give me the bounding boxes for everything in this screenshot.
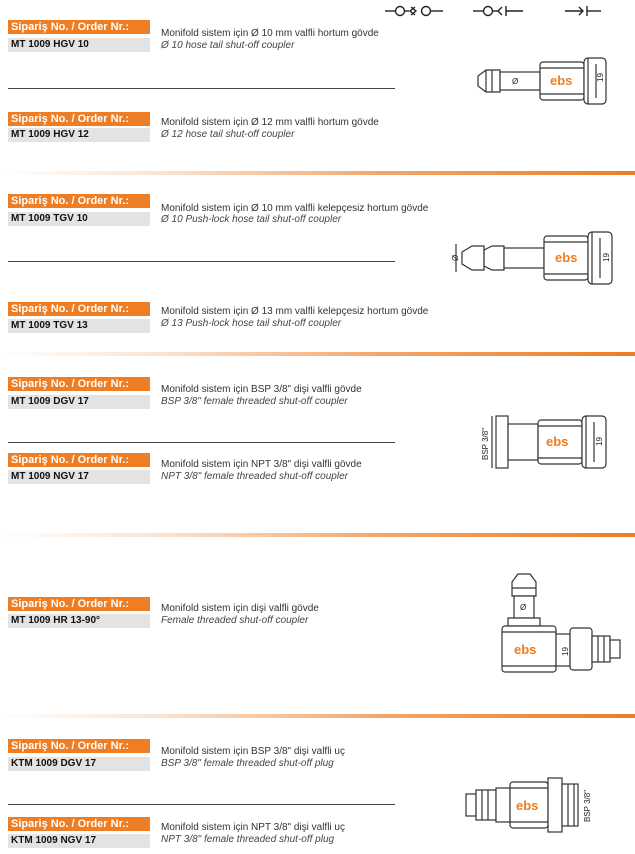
section-separator <box>0 714 635 718</box>
brand-logo: ebs <box>550 73 573 88</box>
description-tr: Monifold sistem için NPT 3/8" dişi valfli gövde <box>161 459 362 470</box>
threaded-plug-drawing <box>462 774 612 836</box>
dimension-diameter: Ø <box>520 603 527 612</box>
dimension-19: 19 <box>596 73 605 82</box>
section-separator <box>0 171 635 175</box>
order-label: Sipariş No. / Order Nr.: <box>8 739 150 753</box>
dimension-bsp: BSP 3/8" <box>583 789 592 822</box>
description-tr: Monifold sistem için BSP 3/8" dişi valfli gövde <box>161 384 362 395</box>
description-tr: Monifold sistem için NPT 3/8" dişi valfli uç <box>161 822 345 833</box>
description-en: NPT 3/8" female threaded shut-off plug <box>161 834 335 845</box>
divider-line <box>8 442 395 443</box>
dimension-19: 19 <box>561 647 570 656</box>
order-label: Sipariş No. / Order Nr.: <box>8 377 150 391</box>
description-en: Ø 12 hose tail shut-off coupler <box>161 129 295 140</box>
dimension-19: 19 <box>595 437 604 446</box>
order-label: Sipariş No. / Order Nr.: <box>8 597 150 611</box>
dimension-diameter: Ø <box>512 77 519 86</box>
section-separator <box>0 352 635 356</box>
description-en: BSP 3/8" female threaded shut-off plug <box>161 758 334 769</box>
brand-logo: ebs <box>514 642 537 657</box>
description-tr: Monifold sistem için Ø 10 mm valfli kelepçesiz hortum gövde <box>161 203 429 214</box>
description-en: Ø 13 Push-lock hose tail shut-off coupler <box>161 318 342 329</box>
order-code: MT 1009 HGV 12 <box>8 128 150 142</box>
order-label: Sipariş No. / Order Nr.: <box>8 112 150 126</box>
divider-line <box>8 804 395 805</box>
order-code: KTM 1009 DGV 17 <box>8 757 150 771</box>
order-code: KTM 1009 NGV 17 <box>8 834 150 848</box>
coupler-symbols <box>385 2 630 20</box>
angled-coupler-drawing <box>498 572 628 678</box>
order-code: MT 1009 DGV 17 <box>8 395 150 409</box>
description-en: Ø 10 Push-lock hose tail shut-off coupler <box>161 214 342 225</box>
order-code: MT 1009 TGV 13 <box>8 319 150 333</box>
description-en: Ø 10 hose tail shut-off coupler <box>161 40 295 51</box>
order-label: Sipariş No. / Order Nr.: <box>8 817 150 831</box>
female-threaded-coupler-drawing <box>478 410 618 474</box>
valve-coupler-both-icon <box>385 7 443 16</box>
dimension-diameter: Ø <box>451 254 460 261</box>
description-en: NPT 3/8" female threaded shut-off coupler <box>161 471 348 482</box>
divider-line <box>8 261 395 262</box>
hose-tail-coupler-drawing <box>472 52 612 112</box>
description-en: BSP 3/8" female threaded shut-off coupler <box>161 396 348 407</box>
dimension-bsp: BSP 3/8" <box>481 427 490 460</box>
order-label: Sipariş No. / Order Nr.: <box>8 194 150 208</box>
brand-logo: ebs <box>516 798 539 813</box>
description-tr: Monifold sistem için Ø 12 mm valfli hortum gövde <box>161 117 379 128</box>
brand-logo: ebs <box>546 434 569 449</box>
order-label: Sipariş No. / Order Nr.: <box>8 302 150 316</box>
order-code: MT 1009 HGV 10 <box>8 38 150 52</box>
order-code: MT 1009 TGV 10 <box>8 212 150 226</box>
order-code: MT 1009 HR 13-90° <box>8 614 150 628</box>
divider-line <box>8 88 395 89</box>
order-label: Sipariş No. / Order Nr.: <box>8 20 150 34</box>
description-tr: Monifold sistem için BSP 3/8" dişi valfli uç <box>161 746 345 757</box>
description-tr: Monifold sistem için Ø 10 mm valfli hortum gövde <box>161 28 379 39</box>
valve-coupler-single-icon <box>473 6 523 16</box>
open-coupler-icon <box>565 6 601 16</box>
dimension-19: 19 <box>602 253 611 262</box>
order-label: Sipariş No. / Order Nr.: <box>8 453 150 467</box>
brand-logo: ebs <box>555 250 578 265</box>
section-separator <box>0 533 635 537</box>
description-tr: Monifold sistem için Ø 13 mm valfli kelepçesiz hortum gövde <box>161 306 429 317</box>
description-tr: Monifold sistem için dişi valfli gövde <box>161 603 319 614</box>
description-en: Female threaded shut-off coupler <box>161 615 309 626</box>
order-code: MT 1009 NGV 17 <box>8 470 150 484</box>
push-lock-coupler-drawing <box>448 226 618 290</box>
